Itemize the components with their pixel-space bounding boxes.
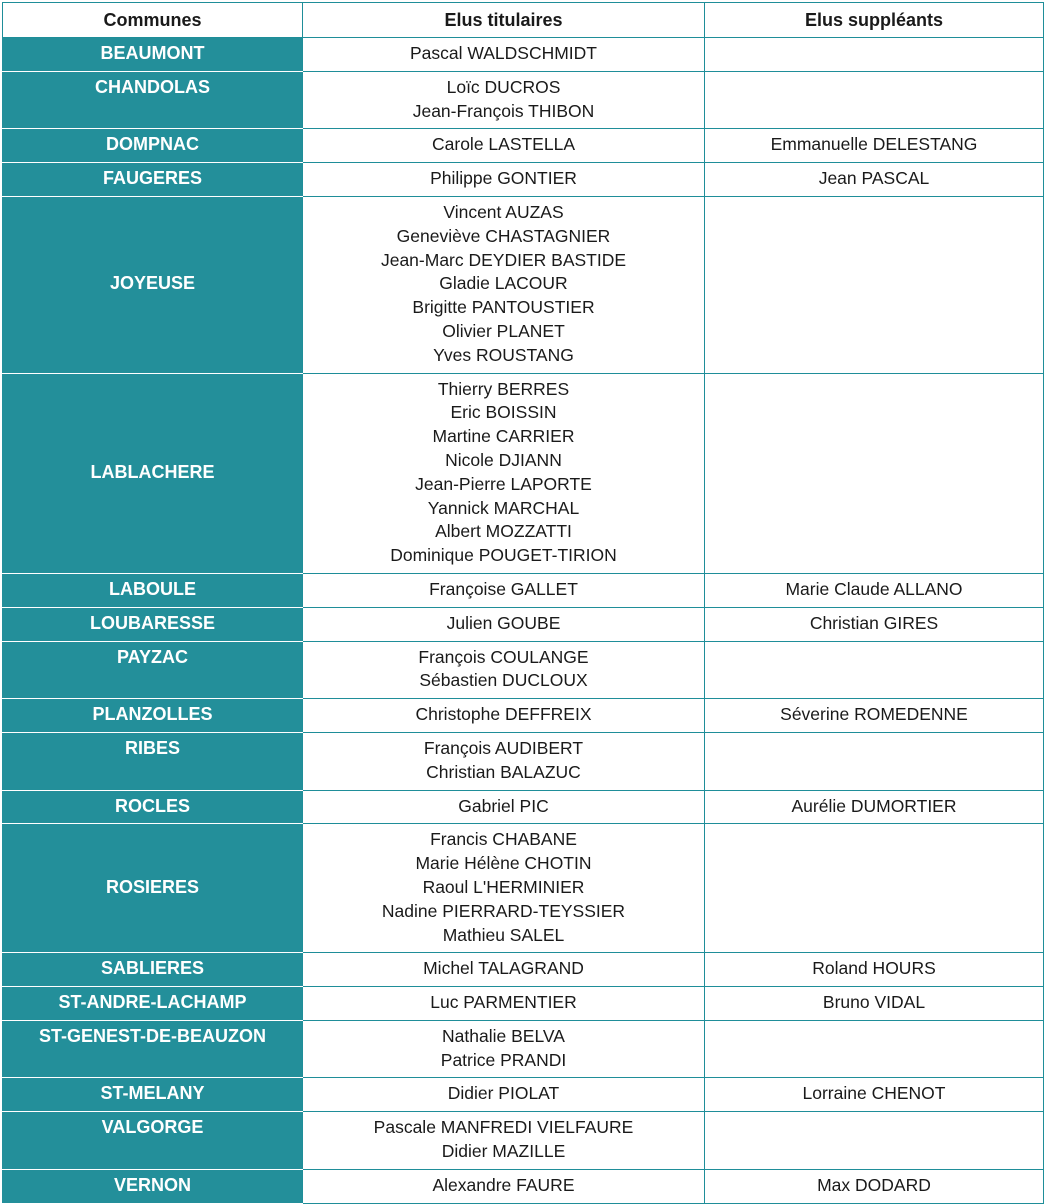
table-row (3, 1169, 1044, 1203)
elu-titulaire-name: Eric BOISSIN (450, 402, 557, 423)
header-titulaires: Elus titulaires (303, 3, 705, 38)
titulaires-cell (303, 1078, 705, 1112)
commune-cell: ST-MELANY (3, 1078, 303, 1112)
titulaires-cell (303, 196, 705, 373)
table-row (3, 699, 1044, 733)
commune-cell: BEAUMONT (3, 38, 303, 72)
table-row (3, 196, 1044, 373)
elu-titulaire-name: Geneviève CHASTAGNIER (396, 225, 611, 246)
suppleants-cell (705, 1020, 1044, 1078)
elu-titulaire-name: Yves ROUSTANG (433, 344, 574, 365)
elu-suppleant-name: Jean PASCAL (818, 168, 930, 189)
commune-cell: ST-GENEST-DE-BEAUZON (3, 1020, 303, 1078)
table-row (3, 129, 1044, 163)
titulaires-cell (303, 732, 705, 790)
suppleants-cell (705, 38, 1044, 72)
commune-cell: VERNON (3, 1169, 303, 1203)
table-row (3, 1112, 1044, 1170)
suppleants-cell (705, 1112, 1044, 1170)
table-header (3, 3, 1044, 38)
commune-cell: LABOULE (3, 573, 303, 607)
elu-titulaire-name: Nicole DJIANN (445, 449, 562, 470)
elu-titulaire-name: Luc PARMENTIER (430, 992, 577, 1013)
suppleants-cell (705, 129, 1044, 163)
elu-titulaire-name: Sébastien DUCLOUX (419, 670, 588, 691)
commune-cell: ST-ANDRE-LACHAMP (3, 987, 303, 1021)
table-row (3, 38, 1044, 72)
table-row (3, 790, 1044, 824)
suppleants-cell (705, 607, 1044, 641)
table-row (3, 573, 1044, 607)
elu-suppleant-name: Séverine ROMEDENNE (780, 704, 968, 725)
table-row (3, 732, 1044, 790)
elu-suppleant-name: Bruno VIDAL (822, 992, 926, 1013)
suppleants-cell (705, 1169, 1044, 1203)
elu-titulaire-name: Didier MAZILLE (441, 1141, 566, 1162)
suppleants-cell (705, 699, 1044, 733)
commune-cell: ROSIERES (3, 824, 303, 953)
titulaires-cell (303, 71, 705, 129)
elu-titulaire-name: Michel TALAGRAND (423, 958, 584, 979)
titulaires-cell (303, 699, 705, 733)
titulaires-cell (303, 824, 705, 953)
elu-suppleant-name: Emmanuelle DELESTANG (770, 134, 978, 155)
table-row (3, 1020, 1044, 1078)
elu-titulaire-name: Mathieu SALEL (442, 924, 565, 945)
elu-titulaire-name: Christian BALAZUC (426, 761, 581, 782)
elu-titulaire-name: Françoise GALLET (429, 578, 578, 599)
titulaires-cell (303, 607, 705, 641)
elu-titulaire-name: Pascal WALDSCHMIDT (409, 43, 597, 63)
titulaires-cell (303, 163, 705, 197)
elu-titulaire-name: Vincent AUZAS (443, 201, 564, 222)
suppleants-cell (705, 163, 1044, 197)
commune-cell: CHANDOLAS (3, 71, 303, 129)
commune-cell: SABLIERES (3, 953, 303, 987)
commune-cell: DOMPNAC (3, 129, 303, 163)
table-body (3, 38, 1044, 1204)
commune-cell: LABLACHERE (3, 373, 303, 573)
elu-titulaire-name: Jean-Marc DEYDIER BASTIDE (380, 249, 627, 270)
elu-titulaire-name: Marie Hélène CHOTIN (415, 853, 592, 874)
elu-titulaire-name: Nadine PIERRARD-TEYSSIER (381, 900, 626, 921)
titulaires-cell (303, 373, 705, 573)
elus-table (2, 2, 1044, 1204)
commune-cell: VALGORGE (3, 1112, 303, 1170)
elu-titulaire-name: Christophe DEFFREIX (415, 704, 592, 725)
commune-cell: LOUBARESSE (3, 607, 303, 641)
titulaires-cell (303, 573, 705, 607)
suppleants-cell (705, 641, 1044, 699)
suppleants-cell (705, 790, 1044, 824)
elu-suppleant-name: Marie Claude ALLANO (785, 578, 963, 599)
elu-titulaire-name: Gladie LACOUR (439, 273, 568, 294)
elu-titulaire-name: François AUDIBERT (423, 737, 584, 758)
elu-titulaire-name: François COULANGE (418, 646, 589, 667)
header-communes: Communes (3, 3, 303, 38)
elu-titulaire-name: Philippe GONTIER (430, 168, 577, 189)
elu-titulaire-name: Carole LASTELLA (432, 134, 575, 155)
elu-titulaire-name: Martine CARRIER (432, 426, 575, 447)
suppleants-cell (705, 824, 1044, 953)
suppleants-cell (705, 373, 1044, 573)
elu-titulaire-name: Francis CHABANE (430, 829, 577, 850)
commune-cell: JOYEUSE (3, 196, 303, 373)
elu-titulaire-name: Brigitte PANTOUSTIER (412, 297, 595, 318)
titulaires-cell (303, 953, 705, 987)
suppleants-cell (705, 573, 1044, 607)
titulaires-cell (303, 987, 705, 1021)
suppleants-cell (705, 196, 1044, 373)
table-row (3, 1078, 1044, 1112)
titulaires-cell (303, 1112, 705, 1170)
titulaires-cell (303, 641, 705, 699)
elu-suppleant-name: Roland HOURS (812, 958, 936, 979)
elu-titulaire-name: Dominique POUGET-TIRION (390, 545, 617, 566)
table-row (3, 71, 1044, 129)
titulaires-cell (303, 38, 705, 72)
suppleants-cell (705, 1078, 1044, 1112)
elu-titulaire-name: Patrice PRANDI (440, 1049, 567, 1070)
titulaires-cell (303, 1020, 705, 1078)
elu-titulaire-name: Julien GOUBE (446, 612, 561, 633)
elu-titulaire-name: Jean-François THIBON (412, 100, 595, 121)
table-row (3, 373, 1044, 573)
commune-cell: FAUGERES (3, 163, 303, 197)
elu-suppleant-name: Max DODARD (817, 1174, 931, 1195)
titulaires-cell (303, 1169, 705, 1203)
table-row (3, 953, 1044, 987)
commune-cell: PAYZAC (3, 641, 303, 699)
elu-titulaire-name: Pascale MANFREDI VIELFAURE (373, 1117, 634, 1138)
elu-titulaire-name: Albert MOZZATTI (435, 521, 572, 542)
elu-titulaire-name: Thierry BERRES (437, 378, 570, 399)
elu-titulaire-name: Loïc DUCROS (446, 76, 561, 97)
elu-titulaire-name: Alexandre FAURE (432, 1174, 575, 1195)
header-suppleants: Elus suppléants (705, 3, 1044, 38)
suppleants-cell (705, 732, 1044, 790)
table-row (3, 607, 1044, 641)
elu-titulaire-name: Olivier PLANET (442, 320, 565, 341)
elu-titulaire-name: Gabriel PIC (458, 795, 549, 816)
elu-suppleant-name: Christian GIRES (809, 612, 939, 633)
titulaires-cell (303, 790, 705, 824)
elu-suppleant-name: Lorraine CHENOT (802, 1083, 946, 1104)
table-row (3, 987, 1044, 1021)
table-row (3, 824, 1044, 953)
table-row (3, 163, 1044, 197)
elu-titulaire-name: Raoul L'HERMINIER (422, 876, 585, 897)
commune-cell: ROCLES (3, 790, 303, 824)
table-row (3, 641, 1044, 699)
elu-titulaire-name: Yannick MARCHAL (427, 497, 580, 518)
header-row (3, 3, 1044, 38)
suppleants-cell (705, 987, 1044, 1021)
commune-cell: PLANZOLLES (3, 699, 303, 733)
elu-titulaire-name: Nathalie BELVA (442, 1025, 565, 1046)
elu-suppleant-name: Aurélie DUMORTIER (791, 795, 957, 816)
commune-cell: RIBES (3, 732, 303, 790)
suppleants-cell (705, 953, 1044, 987)
suppleants-cell (705, 71, 1044, 129)
titulaires-cell (303, 129, 705, 163)
elu-titulaire-name: Didier PIOLAT (447, 1083, 560, 1104)
elu-titulaire-name: Jean-Pierre LAPORTE (415, 473, 592, 494)
